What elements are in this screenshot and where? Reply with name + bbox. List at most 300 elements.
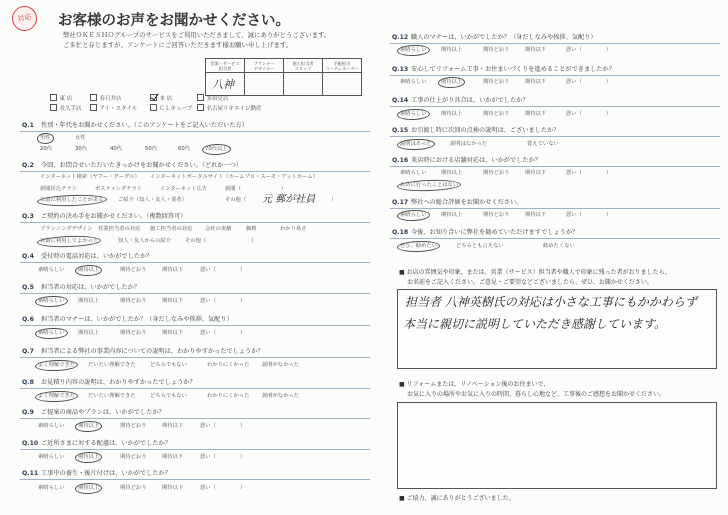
answer-option [225, 185, 286, 193]
comment-prompt-line: お名前をご記入ください。ご意見・ご要望などございましたら、ぜひ、お聞かせください。 [407, 279, 653, 286]
answer-option-selected [400, 242, 437, 250]
option-label: 素晴らしい [400, 79, 427, 85]
option-label: 施工担当者の対応 [150, 226, 193, 232]
question-text: ご契約の決め手をお聞かせください。（複数回答可） [41, 213, 187, 220]
checkbox-icon [197, 104, 204, 111]
answer-option [162, 453, 183, 461]
answer-option [75, 134, 86, 142]
answer-option [150, 361, 187, 369]
option-label: 女性 [75, 135, 86, 141]
option-label: 期待どおり [120, 330, 147, 336]
answer-option [118, 196, 187, 204]
option-label: 営業担当者の対応 [98, 226, 141, 232]
option-close-paren: ） [605, 111, 612, 117]
option-close-paren: ） [239, 330, 246, 336]
store-option [90, 104, 137, 112]
option-label: 期待以下 [162, 485, 184, 491]
checkbox-icon [197, 94, 204, 101]
option-label: 期待どおり [120, 267, 147, 273]
answer-option [262, 361, 299, 369]
question-text: 工事中の養生・後片付けは、いかがでしたか？ [41, 470, 171, 477]
option-label: 期待以下 [525, 79, 547, 85]
answer-option [225, 196, 337, 204]
question-text: 性別・年代をお聞かせください。（このアンケートをご記入いただいた方） [41, 122, 248, 129]
option-close-paren: ） [280, 186, 287, 192]
option-label: その他（ [185, 238, 207, 244]
question-q15 [390, 125, 720, 137]
option-label: 期待以上 [78, 267, 100, 273]
option-fill-in: 元 郵が社員 [262, 194, 316, 205]
page-title: お客様のお声をお聞かせください。 [58, 13, 290, 29]
store-option [90, 94, 122, 102]
option-label: お店に行ったことはない [400, 182, 459, 188]
option-label: 期待どおり [120, 454, 147, 460]
answer-option-selected [38, 297, 65, 305]
option-fill-in [216, 329, 240, 337]
store-label: 多治見店 [206, 96, 229, 102]
question-text: 工事の仕上がり具合は、いかがでしたか？ [411, 97, 529, 104]
answer-option [483, 110, 510, 118]
option-label: 悪い（ [200, 454, 216, 460]
question-number: Q.14 [392, 97, 409, 104]
question-number: Q.7 [22, 348, 34, 355]
option-label: 期待以上 [78, 298, 100, 304]
answer-option-selected [400, 211, 427, 219]
option-label: 勧めたくない [543, 243, 575, 249]
answer-option [207, 361, 249, 369]
option-label: 期待以上 [78, 330, 100, 336]
store-label: ＣＬキューブ [159, 106, 193, 112]
option-label: 素晴らしい [400, 170, 427, 176]
checkbox-icon [90, 104, 97, 111]
store-label: 東 店 [59, 96, 73, 102]
answer-option [145, 145, 157, 153]
answer-option [40, 225, 93, 233]
store-label: 本 店 [159, 96, 173, 102]
question-q7 [20, 346, 370, 358]
answer-option [525, 46, 546, 54]
question-q9 [20, 407, 370, 419]
question-q14 [390, 95, 720, 107]
option-label: 悪い（ [200, 267, 216, 273]
answer-option-selected [38, 361, 75, 369]
option-label: 期待以下 [162, 330, 184, 336]
option-close-paren: ） [605, 170, 612, 176]
option-label: 期待以下 [525, 170, 547, 176]
option-label: 悪い（ [566, 212, 582, 218]
comment-answer-line: 本当に親切に説明していただき感謝しています。 [403, 317, 667, 331]
option-label: 期待どおり [120, 298, 147, 304]
answer-option-selected [40, 196, 104, 204]
answer-option-selected [78, 484, 99, 492]
option-fill-in [582, 110, 606, 118]
question-text: ご近所さまに対する配慮は、いかがでしたか？ [41, 440, 171, 447]
option-label: よく理解できた [38, 362, 76, 368]
answer-option-selected [205, 145, 228, 153]
answer-option [543, 242, 575, 250]
option-label: ポスティングチラシ [95, 186, 143, 192]
store-option [197, 94, 229, 102]
question-q1 [20, 120, 370, 132]
answer-option [441, 110, 462, 118]
answer-option [566, 110, 611, 118]
answer-option [78, 297, 99, 305]
option-fill-in [582, 78, 606, 86]
option-label: 期待以上 [78, 454, 100, 460]
option-label: 期待以上 [441, 212, 463, 218]
answer-option [88, 361, 136, 369]
option-label: 30代 [75, 146, 88, 152]
option-label: 悪い（ [200, 330, 216, 336]
option-label: 期待以上 [78, 485, 100, 491]
answer-option [566, 46, 611, 54]
answer-option [525, 78, 546, 86]
option-label: 60代 [178, 146, 191, 152]
option-close-paren: ） [605, 47, 612, 53]
question-q6 [20, 314, 370, 326]
answer-option [110, 145, 122, 153]
option-label: 男性 [40, 135, 51, 141]
answer-option [120, 484, 147, 492]
answer-option [566, 169, 611, 177]
question-q13 [390, 64, 720, 76]
question-q16 [390, 155, 720, 167]
option-close-paren: ） [239, 267, 246, 273]
option-label: インターネットポータルサイト（ホームプロ・スーモ・アットホーム） [150, 174, 319, 180]
comment-prompt-line: ■ お店の雰囲気や印象、または、営業（サービス）担当者や職人で印象に残った者がおりましたら、 [399, 269, 671, 276]
question-text: 安心してリフォーム工事・お住まいづくりを進めることができましたか？ [411, 66, 615, 73]
answer-option [205, 225, 232, 233]
intro-line: 弊社ＯＫＥＳＨＯグループのサービスをご利用いただきまして、誠にありがとうございます。 [63, 31, 331, 39]
option-label: 以前に利用したことがある [40, 197, 104, 203]
option-label: どちらでもない [150, 362, 188, 368]
intro-line: ご多忙と存じますが、アンケートにご回答いただきます様お願い申し上げます。 [63, 41, 293, 49]
store-option [150, 104, 192, 112]
answer-option [525, 169, 546, 177]
answer-option [88, 392, 136, 400]
question-text: 担当者による弊社の事業内容についての説明は、わかりやすかったでしょうか？ [41, 348, 264, 355]
answer-option [262, 392, 299, 400]
option-label: 70代以上 [205, 146, 228, 152]
option-label: 期待どおり [483, 111, 510, 117]
checkbox-icon [150, 94, 157, 101]
staff-table-header: プランナー デザイナー [245, 59, 284, 73]
answer-option-selected [40, 237, 98, 245]
answer-option [185, 237, 257, 245]
option-fill-in [582, 169, 606, 177]
answer-option [483, 78, 510, 86]
answer-option [150, 225, 192, 233]
stamp-seal: 対応 [10, 4, 39, 33]
option-label: 期待以下 [525, 111, 547, 117]
option-label: 期待以下 [162, 298, 184, 304]
option-label: 説明はなかった [450, 141, 488, 147]
answer-option [95, 185, 142, 193]
answer-option [483, 211, 510, 219]
option-label: ぜひ、勧めたい [400, 243, 437, 249]
answer-option [38, 422, 65, 430]
answer-option [246, 225, 257, 233]
answer-option [120, 329, 147, 337]
option-label: 悪い（ [200, 485, 216, 491]
answer-option [483, 46, 510, 54]
option-label: 素晴らしい [400, 47, 427, 53]
question-text: 受付時の電話対応は、いかがでしたか？ [41, 253, 153, 260]
option-label: 悪い（ [566, 170, 582, 176]
answer-option [207, 392, 249, 400]
option-label: 期待以下 [162, 267, 184, 273]
question-number: Q.9 [22, 409, 34, 416]
option-fill-in [216, 422, 240, 430]
store-option [150, 94, 172, 102]
question-q11 [20, 468, 370, 480]
answer-option [200, 329, 245, 337]
option-label: わかり易さ [280, 226, 307, 232]
staff-table [205, 58, 362, 96]
option-label: 素晴らしい [38, 485, 65, 491]
answer-option [525, 110, 546, 118]
answer-option [162, 422, 183, 430]
answer-option [178, 145, 190, 153]
question-number: Q.12 [392, 34, 409, 41]
option-label: 悪い（ [566, 111, 582, 117]
option-label: 40代 [110, 146, 123, 152]
answer-option [483, 169, 510, 177]
checkbox-icon [50, 94, 57, 101]
option-label: 素晴らしい [38, 423, 65, 429]
option-label: 20代 [40, 146, 53, 152]
answer-option [200, 453, 245, 461]
answer-option [150, 392, 187, 400]
option-close-paren: ） [239, 423, 246, 429]
store-label: 長久手店 [59, 106, 82, 112]
question-number: Q.1 [22, 122, 34, 129]
option-label: 期待以上 [78, 423, 100, 429]
answer-option-selected [400, 140, 432, 148]
answer-option [160, 185, 207, 193]
answer-option [75, 145, 87, 153]
answer-option [162, 266, 183, 274]
question-text: 担当者のマナーは、いかがでしたか？（身だしなみや挨拶、気配り） [41, 316, 233, 323]
answer-option [441, 169, 462, 177]
question-q3 [20, 211, 370, 223]
question-text: ご提案の商品やプランは、いかがでしたか？ [41, 409, 165, 416]
staff-table-header: 施工担当者 スタッフ [284, 59, 323, 73]
answer-option [120, 266, 147, 274]
thanks-message: ■ ご協力、誠にありがとうございました。 [399, 495, 515, 502]
option-fill-in [216, 297, 240, 305]
question-q10 [20, 438, 370, 450]
answer-option [162, 329, 183, 337]
option-close-paren: ） [239, 485, 246, 491]
answer-option-selected [400, 181, 458, 189]
option-label: 期待以上 [441, 47, 463, 53]
option-label: 素晴らしい [400, 212, 427, 218]
answer-option-selected [78, 453, 99, 461]
option-close-paren: ） [331, 197, 337, 203]
question-number: Q.3 [22, 213, 34, 220]
option-label: 50代 [145, 146, 158, 152]
answer-option [38, 266, 65, 274]
option-label: だいたい理解できた [88, 393, 136, 399]
option-label: 期待どおり [483, 212, 510, 218]
answer-option [280, 225, 307, 233]
question-number: Q.4 [22, 253, 34, 260]
option-label: 期待どおり [483, 79, 510, 85]
option-label: どちらでもない [150, 393, 188, 399]
question-q8 [20, 377, 370, 389]
option-label: 期待どおり [483, 170, 510, 176]
question-text: 弊社への総合評価をお聞かせください。 [411, 199, 523, 206]
option-label: 説明はあった [400, 141, 432, 147]
question-q18 [390, 227, 720, 239]
question-q4 [20, 251, 370, 263]
answer-option [200, 266, 245, 274]
option-label: 以前に利用してよかった [40, 238, 99, 244]
question-q12 [390, 32, 720, 44]
store-option [197, 104, 262, 112]
staff-table-header: 手配担当 コーディネーター [323, 59, 362, 73]
question-text: お見積り内容の説明は、わかりやすかったでしょうか？ [41, 379, 196, 386]
option-label: 期待以下 [525, 212, 547, 218]
option-label: 悪い（ [566, 47, 582, 53]
option-label: 新聞折込チラシ [40, 186, 78, 192]
option-label: 期待以上 [441, 111, 463, 117]
option-fill-in [216, 266, 240, 274]
answer-option-selected [441, 78, 462, 86]
answer-option-selected [400, 46, 427, 54]
option-label: 期待以下 [162, 454, 184, 460]
question-number: Q.16 [392, 157, 409, 164]
option-label: 素晴らしい [38, 298, 65, 304]
option-label: だいたい理解できた [88, 362, 136, 368]
question-text: 来店時における店舗対応は、いかがでしたか？ [411, 157, 541, 164]
checkbox-icon [150, 104, 157, 111]
question-text: 今回、お問合せいただいたきっかけをお聞かせください。（どれか一つ） [41, 162, 243, 169]
answer-option [566, 78, 611, 86]
option-label: 素晴らしい [38, 454, 65, 460]
comment-answer-line: 担当者 八神英樹氏の対応は小さな工事にもかかわらず [405, 295, 697, 309]
staff-table-value: 八神 [206, 73, 245, 96]
answer-option [40, 185, 77, 193]
answer-option [38, 453, 65, 461]
option-label: どちらとも言えない [456, 243, 504, 249]
comment-box-after-renovation [397, 402, 717, 489]
option-close-paren: ） [239, 298, 246, 304]
answer-option-selected [40, 134, 51, 142]
answer-option [456, 242, 504, 250]
answer-option [450, 140, 487, 148]
comment-box-impressions [397, 289, 717, 369]
answer-option [118, 237, 171, 245]
store-option [50, 104, 82, 112]
question-number: Q.6 [22, 316, 34, 323]
answer-option [400, 169, 427, 177]
staff-table-value [245, 73, 284, 96]
answer-option-selected [78, 266, 99, 274]
answer-option [162, 484, 183, 492]
option-label: 価格 [246, 226, 257, 232]
option-label: 期待以下 [525, 47, 547, 53]
option-label: 覚えていない [527, 141, 559, 147]
question-q2 [20, 160, 370, 172]
answer-option [120, 297, 147, 305]
option-label: 新聞（ [225, 186, 241, 192]
store-label: アイ・スタイル [99, 106, 138, 112]
option-label: わかりにくかった [207, 393, 250, 399]
option-fill-in [216, 484, 240, 492]
option-label: 悪い（ [200, 423, 216, 429]
option-close-paren: ） [239, 454, 246, 460]
answer-option [98, 225, 140, 233]
option-label: 期待どおり [483, 47, 510, 53]
question-number: Q.10 [22, 440, 39, 447]
option-label: インターネット広告 [160, 186, 208, 192]
option-label: 期待どおり [120, 485, 147, 491]
store-label: 春日井店 [99, 96, 122, 102]
store-option [50, 94, 72, 102]
option-label: プランニングデザイン [40, 226, 93, 232]
staff-table-header: 営業・サービス 担当者 [206, 59, 245, 73]
question-q5 [20, 282, 370, 294]
option-label: 期待以上 [441, 170, 463, 176]
option-label: 説明がなかった [262, 393, 300, 399]
question-number: Q.11 [22, 470, 39, 477]
answer-option [441, 46, 462, 54]
answer-option-selected [38, 329, 65, 337]
answer-option [40, 145, 52, 153]
answer-option [400, 78, 427, 86]
checkbox-icon [90, 94, 97, 101]
option-close-paren: ） [251, 238, 257, 244]
answer-option-selected [38, 392, 75, 400]
question-number: Q.17 [392, 199, 409, 206]
answer-option [200, 297, 245, 305]
option-fill-in [241, 185, 281, 193]
question-number: Q.5 [22, 284, 34, 291]
answer-option [78, 329, 99, 337]
option-label: 期待以下 [162, 423, 184, 429]
question-number: Q.15 [392, 127, 409, 134]
answer-option [150, 173, 318, 181]
option-label: 素晴らしい [38, 330, 65, 336]
option-label: 素晴らしい [38, 267, 65, 273]
question-text: お引渡し時に次回の点検の説明は、ございましたか？ [411, 127, 560, 134]
answer-option [40, 173, 140, 181]
answer-option [200, 422, 245, 430]
question-number: Q.2 [22, 162, 34, 169]
option-label: 期待どおり [120, 423, 147, 429]
answer-option [525, 211, 546, 219]
option-label: よく理解できた [38, 393, 76, 399]
comment-prompt-line: ■ リフォームまたは、リノベーション後のお住まいで、 [399, 381, 550, 388]
answer-option [566, 211, 611, 219]
question-number: Q.8 [22, 379, 34, 386]
answer-option [120, 422, 147, 430]
question-q17 [390, 197, 720, 209]
question-text: 今後、お知り合いに弊社を勧めていただけますでしょうか？ [411, 229, 579, 236]
option-label: わかりにくかった [207, 362, 250, 368]
option-label: 期待以上 [441, 79, 463, 85]
answer-option [527, 140, 559, 148]
option-label: 素晴らしい [400, 111, 427, 117]
option-fill-in [582, 46, 606, 54]
comment-prompt-line: お気に入りの場所やお気に入りの時間、暮らし心地など、工事後のご感想をお聞かせください。 [407, 391, 666, 398]
option-label: 知人・友人からの紹介 [118, 238, 171, 244]
answer-option [441, 211, 462, 219]
question-number: Q.13 [392, 66, 409, 73]
staff-table-value [323, 73, 362, 96]
